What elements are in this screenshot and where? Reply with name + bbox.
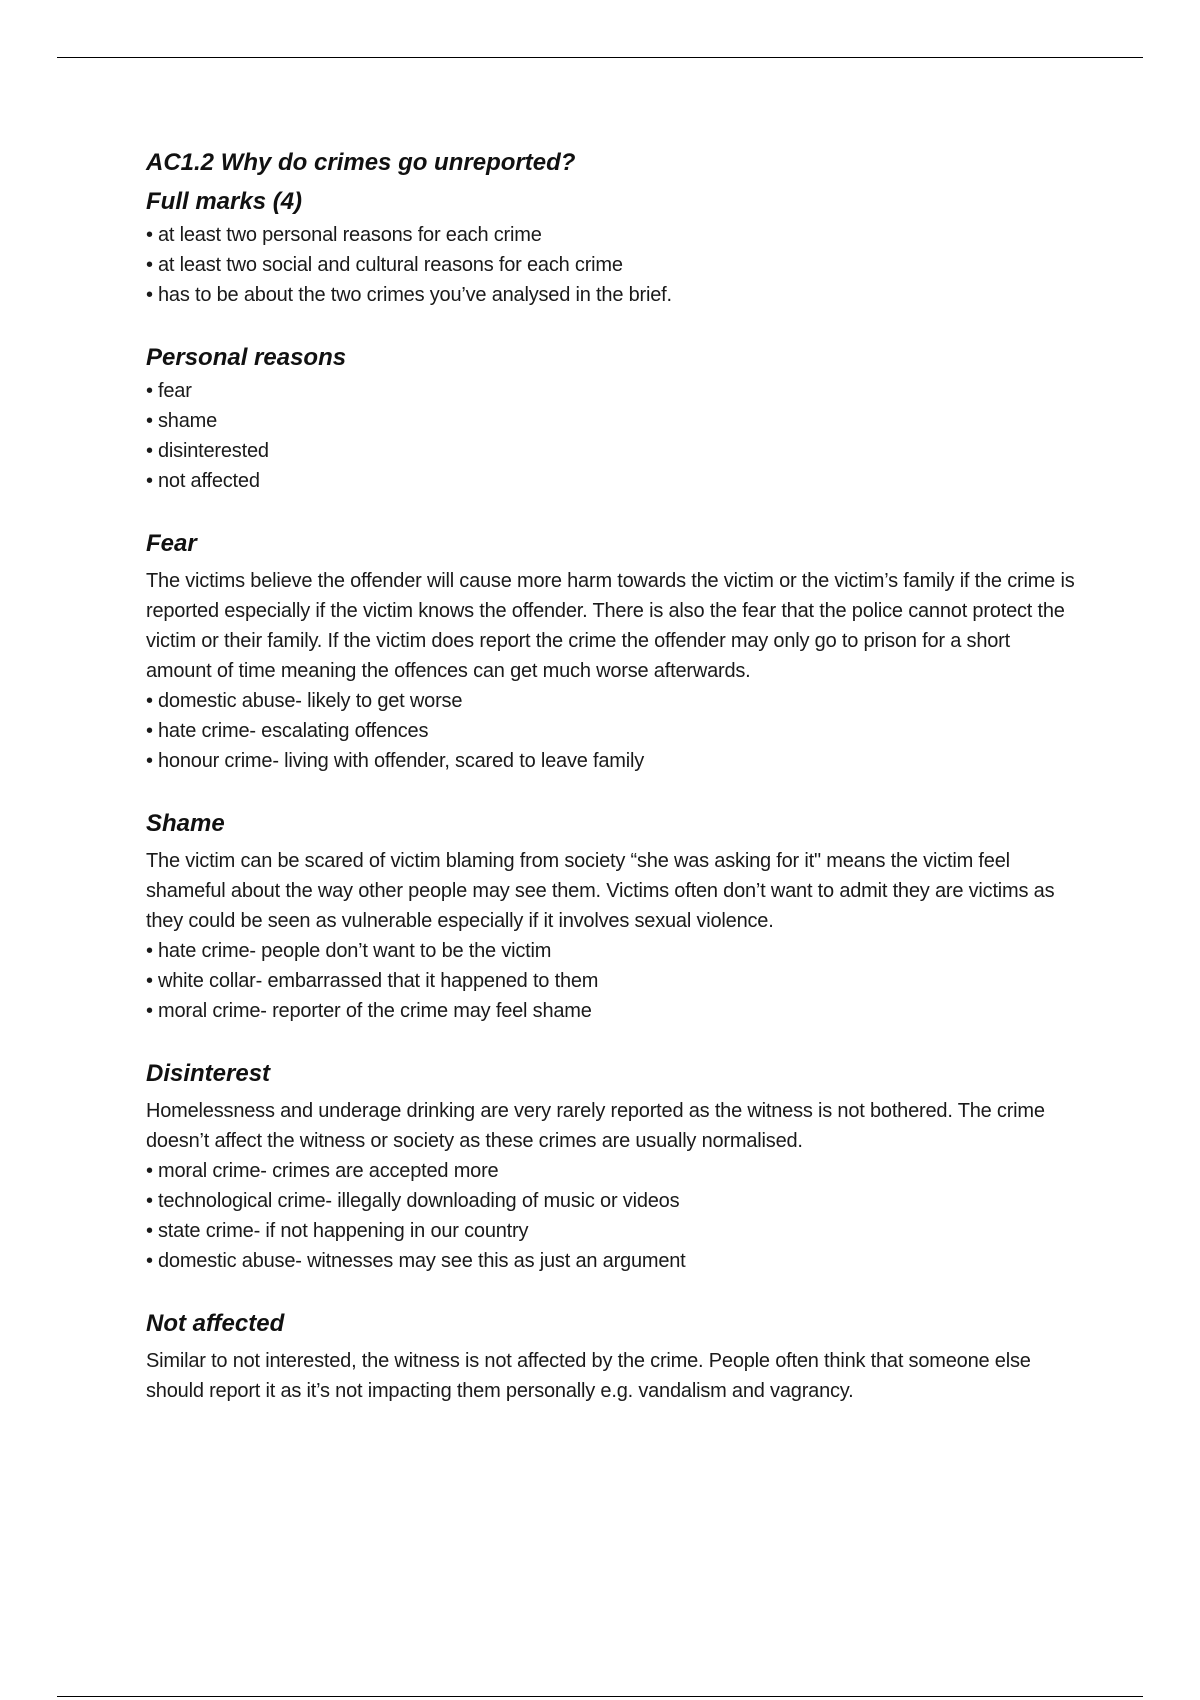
full-marks-heading: Full marks (4) [146,188,303,215]
fear-paragraph: The victims believe the offender will cause more harm towards the victim or the victim’s family if the crime is reported especially if the victim knows the offender. There is also the fear that the police cannot protect the victim or their family. If the victim does report the crime the offender may only go to prison for a short amount of time meaning the offences can get much worse afterwards. [146,570,1075,682]
list-item: • domestic abuse- witnesses may see this as just an argument [146,1246,1076,1276]
list-item: • state crime- if not happening in our country [146,1216,1076,1246]
list-item: • at least two social and cultural reasons for each crime [146,250,1076,280]
top-rule [57,57,1143,58]
fear-heading: Fear [146,530,197,557]
disinterest-list [146,1156,1076,1276]
list-item: • moral crime- reporter of the crime may feel shame [146,996,1076,1026]
shame-list [146,936,1076,1026]
document-title: AC1.2 Why do crimes go unreported? [146,149,576,176]
list-item: • white collar- embarrassed that it happened to them [146,966,1076,996]
not-affected-heading: Not affected [146,1310,285,1337]
shame-heading: Shame [146,810,225,837]
disinterest-heading: Disinterest [146,1060,271,1087]
list-item: • disinterested [146,436,1076,466]
list-item: • has to be about the two crimes you’ve analysed in the brief. [146,280,1076,310]
personal-reasons-heading: Personal reasons [146,344,347,371]
personal-reasons-list [146,376,1076,496]
list-item: • hate crime- people don’t want to be the victim [146,936,1076,966]
list-item: • technological crime- illegally downloading of music or videos [146,1186,1076,1216]
list-item: • hate crime- escalating offences [146,716,1076,746]
fear-list [146,686,1076,776]
bottom-rule [57,1696,1143,1697]
not-affected-paragraph: Similar to not interested, the witness is not affected by the crime. People often think that someone else should report it as it’s not impacting them personally e.g. vandalism and vagrancy. [146,1350,1031,1402]
list-item: • honour crime- living with offender, scared to leave family [146,746,1076,776]
list-item: • moral crime- crimes are accepted more [146,1156,1076,1186]
list-item: • fear [146,376,1076,406]
full-marks-list [146,220,1076,310]
list-item: • shame [146,406,1076,436]
disinterest-paragraph: Homelessness and underage drinking are very rarely reported as the witness is not bothered. The crime doesn’t affect the witness or society as these crimes are usually normalised. [146,1100,1045,1152]
list-item: • at least two personal reasons for each crime [146,220,1076,250]
document-body [146,145,1076,1406]
list-item: • not affected [146,466,1076,496]
shame-paragraph: The victim can be scared of victim blaming from society “she was asking for it" means the victim feel shameful about the way other people may see them. Victims often don’t want to admit they are victims as they could be seen as vulnerable especially if it involves sexual violence. [146,850,1055,932]
list-item: • domestic abuse- likely to get worse [146,686,1076,716]
